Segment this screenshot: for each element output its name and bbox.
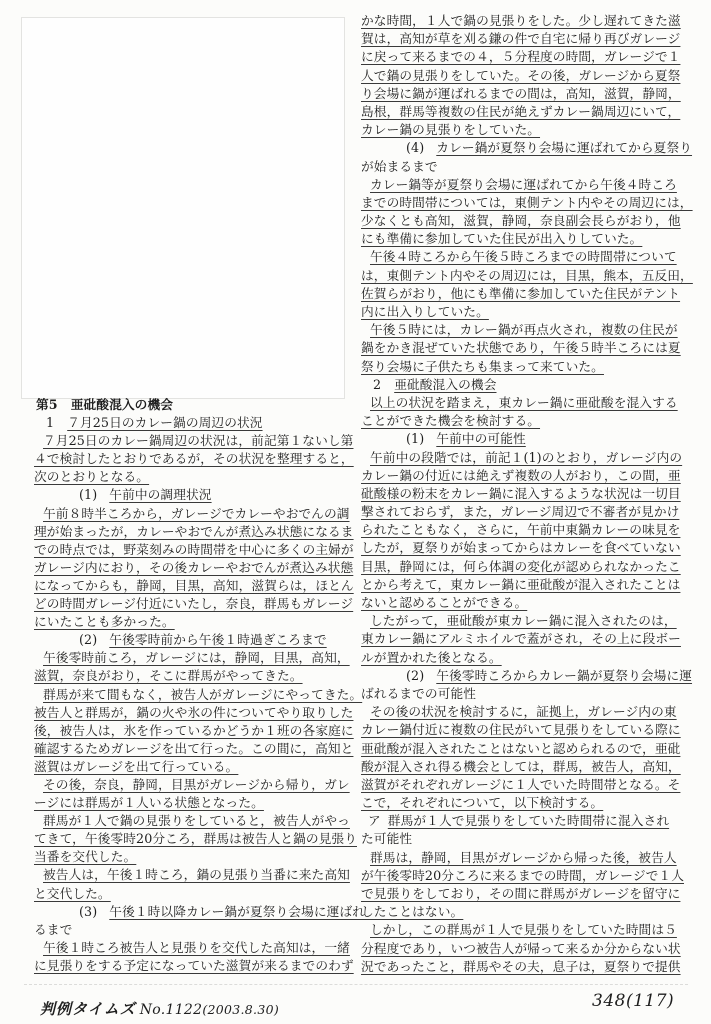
line-text: 理が始まったが，カレーやおでんが煮込み状態になるま [34,523,354,539]
text-line [361,885,685,903]
text-line [34,432,358,450]
line-text: したことはない。 [361,904,464,920]
line-text: 群馬が１人で鍋の見張りをしていると，被告人がやっ [43,813,350,829]
text-line [34,667,358,685]
text-line [34,722,358,740]
text-line [34,939,358,957]
text-line [34,468,358,486]
text-line [361,594,685,612]
text-line [361,867,685,885]
line-text: ７月25日のカレー鍋周辺の状況は，前記第１ないし第 [43,433,354,449]
journal-name: 判例タイムズ [40,1000,136,1018]
text-line [361,576,685,594]
text-line [34,631,358,649]
line-text: その後，奈良，静岡，目黒がガレージから帰り，ガレ [43,776,350,792]
line-text: り会場に鍋が運ばれるまでの間は，高知，滋賀，静岡， [361,85,681,101]
text-line [361,612,685,630]
line-label: (1) [79,487,98,503]
text-line [34,921,358,939]
line-label: ア [368,813,381,829]
text-line [34,866,358,884]
text-line [361,303,685,321]
text-line [34,903,366,921]
line-text: に見張りをする予定になっていた滋賀が来るまでのわず [34,957,354,973]
line-text: 以上の状況を踏まえ，東カレー鍋に亜砒酸を混入する [370,394,678,410]
text-line [361,740,685,758]
line-text: しかし，この群馬が１人で見張りをしていた時間は５ [370,922,677,938]
line-text: が午後零時20分ころに来るまでの時間，ガレージで１人 [361,867,684,883]
line-text: したが，夏祭りが始まってからはカレーを食べていない [361,540,681,556]
line-text: カレー鍋が夏祭り会場に運ばれてから夏祭り [436,140,693,156]
text-line [361,321,685,339]
journal-issue-date: (2003.8.30) [202,1002,279,1017]
text-line [361,339,685,357]
line-text: 次のとおりとなる。 [34,469,150,485]
text-line [361,649,685,667]
line-text: 午前中の可能性 [436,431,526,447]
text-line [34,794,358,812]
line-label: 2 [373,376,382,392]
text-line [34,414,358,432]
line-text: カレー鍋等が夏祭り会場に運ばれてから午後４時ころ [370,176,677,192]
text-line [361,67,685,85]
line-text: かな時間，１人で鍋の見張りをした。少し遅れてきた滋 [361,13,681,28]
line-text: 人で鍋の見張りをしていた。その後，ガレージから夏祭 [361,67,681,83]
line-text: 島根，群馬等複数の住民が絶えずカレー鍋周辺にいて， [361,103,681,119]
line-text: 亜砒酸混入の機会 [394,376,497,392]
text-line [361,194,693,212]
line-text: 況であったこと，群馬やその夫，息子は，夏祭りで提供 [361,958,681,974]
text-line [361,376,685,394]
line-text: カレー鍋付近に複数の住民がいて見張りをしている際に [361,722,681,738]
text-line [361,903,685,921]
text-line [361,630,685,648]
text-line [34,523,358,541]
line-text: 当番を交代した。 [34,849,137,865]
line-text: 群馬が来て間もなく，被告人がガレージにやってきた。 [43,686,363,702]
line-text: 東カレー鍋にアルミホイルで蓋がされ，その上に段ボー [361,631,681,647]
text-line [361,121,685,139]
line-text: になってからも，静岡，目黒，高知，滋賀らは，ほとん [34,577,354,593]
line-text: 滋賀，奈良がおり，そこに群馬がやってきた。 [34,668,303,684]
line-text: 亜砒酸混入の機会 [70,397,174,412]
line-text: ７月25日のカレー鍋の周辺の状況 [67,415,263,431]
text-line [361,449,685,467]
line-text: られたこともなく，さらに，午前中東鍋カレーの味見を [361,522,681,538]
text-line [34,704,358,722]
text-line [361,158,685,176]
text-line [361,12,685,30]
line-text: 被告人は，午後１時ころ，鍋の見張り当番に来た高知 [43,867,350,883]
line-text: 分程度であり，いつ被告人が帰って来るか分からない状 [361,940,681,956]
text-line [361,267,693,285]
line-text: 午後零時前ころ，ガレージには，静岡，目黒，高知， [43,650,350,666]
line-label: (2) [406,667,425,683]
page-crease-line [24,984,688,985]
line-text: ないと認めることができる。 [361,595,528,610]
line-text: 目黒，静岡には，何ら体調の変化が認められなかったこ [361,558,681,574]
line-text: どの時間ガレージ付近にいたし，奈良，群馬もガレージ [34,596,354,612]
line-text: 賀は，高知が草を刈る鎌の件で自宅に帰り再びガレージ [361,31,681,47]
line-text: したがって，亜砒酸が東カレー鍋に混入されたのは， [370,613,677,629]
line-text: 後，被告人は，氷を作っているかどうか１班の各家庭に [34,722,354,738]
text-line [361,758,685,776]
text-line [34,505,358,523]
line-text: カレー鍋の付近には絶えず複数の人がおり，この間，亜 [361,467,681,483]
line-label: (3) [79,903,98,919]
text-line [361,558,685,576]
text-line [34,848,358,866]
text-line [361,103,685,121]
text-line [34,613,358,631]
text-line [361,248,685,266]
text-line [361,412,685,430]
text-line [34,396,358,414]
text-line [361,467,685,485]
text-line [361,485,685,503]
line-label: 第5 [36,397,58,412]
text-line [361,776,685,794]
line-text: ルが置かれた後となる。 [361,649,502,665]
text-line [34,758,358,776]
line-text: 砒酸様の粉末をカレー鍋に混入するような状況は一切目 [361,485,681,501]
figure-placeholder [21,17,345,399]
line-text: ことができた機会を検討する。 [361,413,541,429]
line-label: 1 [46,415,55,431]
text-line [361,85,685,103]
text-line [361,48,685,66]
text-line [361,503,685,521]
line-label: (2) [79,632,98,648]
text-line [361,830,685,848]
line-text: 内に出入りしていた。 [361,304,489,319]
text-line [361,703,685,721]
text-line [361,176,685,194]
line-text: 群馬は，静岡，目黒がガレージから帰った後，被告人 [370,849,677,865]
footer-journal-title [40,998,279,1019]
line-text: ばれるまでの可能性 [361,685,477,701]
line-text: 午前８時半ころから，ガレージでカレーやおでんの調 [43,505,350,521]
left-column [34,396,366,975]
line-text: その後の状況を検討するに，証拠上，ガレージ内の東 [370,704,677,720]
line-text: ージには群馬が１人いる状態となった。 [34,795,264,811]
text-line [361,230,685,248]
line-text: にも準備に参加していた住民が出入りしていた。 [361,231,643,247]
text-line [361,685,685,703]
line-text: るまで [34,921,73,937]
line-text: と交代した。 [34,885,111,901]
text-line [34,830,358,848]
journal-issue-number: No.1122 [139,1002,203,1018]
line-text: 午後１時ころ被告人と見張りを交代した高知は，一緒 [43,939,350,955]
text-line [34,957,358,975]
text-line [361,212,685,230]
line-text: 佐賀らがおり，他にも準備に参加していた住民がテント [361,285,681,301]
text-line [361,794,685,812]
text-line [361,358,685,376]
text-line [34,559,358,577]
line-text: 午後５時には，カレー鍋が再点火され，複数の住民が [370,322,678,338]
line-text: た可能性 [361,831,413,847]
text-line [361,539,685,557]
line-text: 亜砒酸が混入されたことはないと認められるので，亜砒 [361,740,681,756]
line-text: 撃されておらず，また，ガレージ周辺で不審者が見かけ [361,504,680,520]
text-line [361,667,693,685]
text-line [361,849,685,867]
line-text: とから考えて，東カレー鍋に亜砒酸が混入されたことは [361,576,681,592]
right-column [361,12,693,976]
line-text: は，東側テント内やその周辺には，目黒，熊本，五反田， [361,267,693,283]
line-text: ４で検討したとおりであるが，その状況を整理すると， [34,451,354,467]
line-text: 群馬が１人で見張りをしていた時間帯に混入され [387,813,670,829]
text-line [361,812,685,830]
text-line [361,30,685,48]
text-line [361,921,685,939]
line-text: 酸が混入され得る機会としては，群馬，被告人，高知， [361,758,681,774]
line-text: に戻って来るまでの４，５分程度の時間，ガレージで１ [361,49,681,65]
line-text: にいたことも多かった。 [34,614,175,630]
text-line [34,450,358,468]
line-text: での時点では，野菜刻みの時間帯を中心に多くの主婦が [34,541,354,557]
text-line [34,776,358,794]
text-line [361,958,685,976]
text-line [361,285,685,303]
text-line [34,740,358,758]
text-line [34,686,363,704]
text-line [34,649,358,667]
text-line [361,521,685,539]
line-text: で見張りをしており，その間に群馬がガレージを留守に [361,886,681,901]
text-line [34,885,358,903]
text-line [34,812,358,830]
text-line [34,541,358,559]
line-text: 午前中の段階では，前記１(1)のとおり，ガレージ内の [370,449,683,465]
line-text: 滋賀はガレージを出て行っている。 [34,758,239,774]
line-text: 午前中の調理状況 [109,487,212,503]
line-text: 確認するためガレージを出て行った。この間に，高知と [34,740,354,756]
text-line [34,486,358,504]
line-text: 午後零時ころからカレー鍋が夏祭り会場に運 [436,667,693,683]
page-number: 348(117) [592,991,675,1011]
line-text: 午後１時以降カレー鍋が夏祭り会場に運ばれ [109,903,366,919]
line-text: 少なくとも高知，滋賀，静岡，奈良副会長らがおり，他 [361,213,681,229]
line-text: 被告人と群馬が，鍋の火や氷の件についてやり取りした [34,704,354,720]
line-text: てきて，午後零時20分ころ，群馬は被告人と鍋の見張り [34,831,357,847]
line-text: カレー鍋の見張りをしていた。 [361,122,541,138]
line-text: 鍋をかき混ぜていた状態であり，午後５時半ころには夏 [361,340,681,356]
line-label: (4) [406,140,425,156]
line-text: が始まるまで [361,158,438,174]
text-line [34,577,358,595]
text-line [361,394,685,412]
line-label: (1) [406,431,425,447]
line-text: 午後零時前から午後１時過ぎころまで [109,632,327,648]
line-text: 午後４時ころから午後５時ころまでの時間帯について [370,249,677,265]
line-text: 祭り会場に子供たちも集まって来ていた。 [361,358,604,374]
text-line [361,430,685,448]
text-line [361,721,685,739]
text-line [34,595,358,613]
text-line [361,940,685,958]
line-text: こで，それぞれについて，以下検討する。 [361,795,604,811]
text-line [361,139,693,157]
line-text: ガレージ内におり，その後カレーやおでんが煮込み状態 [34,559,354,575]
line-text: 滋賀がそれぞれガレージに１人でいた時間帯となる。そ [361,776,681,792]
line-text: までの時間帯については，東側テント内やその周辺には， [361,194,693,210]
